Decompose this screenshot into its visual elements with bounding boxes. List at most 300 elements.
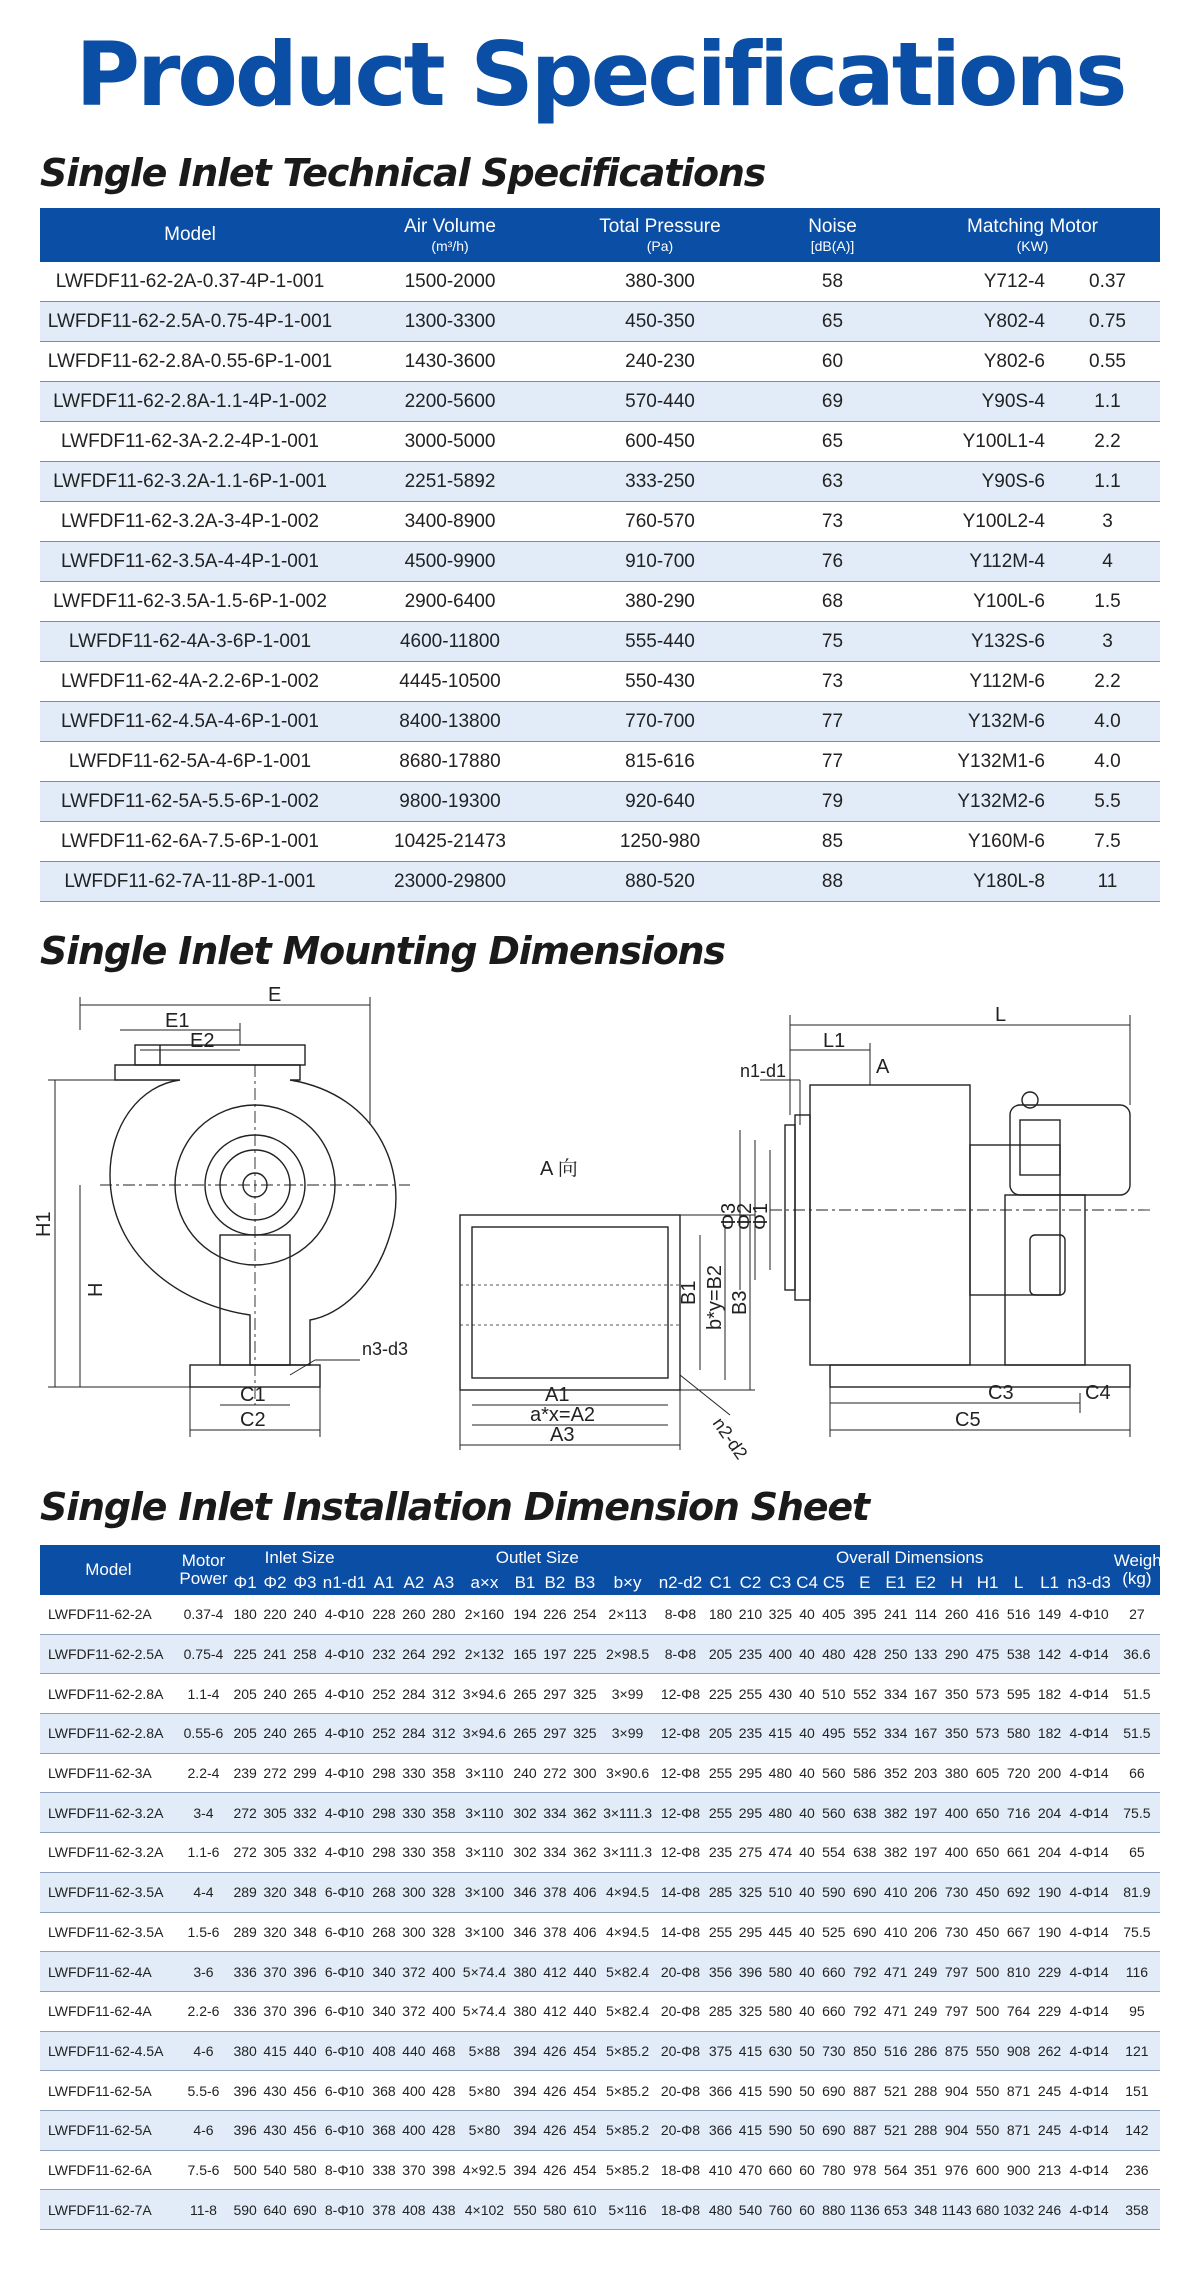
table-cell: 40 [795,1595,819,1634]
table-cell: 372 [399,1991,429,2031]
table-row [40,1674,1160,1714]
table-cell: 410 [881,1872,911,1912]
cell-total-pressure: 555-440 [560,622,760,662]
table-cell: 610 [570,2190,600,2230]
table-cell: 350 [941,1714,973,1754]
cell-total-pressure: 380-300 [560,262,760,302]
table-cell: 5×74.4 [459,1952,510,1992]
table-cell: 871 [1003,2110,1035,2150]
table-cell: 880 [819,2190,849,2230]
cell-kw: 0.37 [1055,262,1160,302]
table-cell: 408 [399,2190,429,2230]
header-sub: E2 [911,1571,941,1595]
table-cell: 3-4 [177,1793,230,1833]
cell-noise: 75 [760,622,905,662]
table-cell: 245 [1035,2110,1065,2150]
header-sub: b×y [600,1571,656,1595]
table-cell: 75.5 [1114,1912,1160,1952]
table-cell: 415 [736,2071,766,2111]
header-model: Model [40,208,340,262]
table-cell: 232 [369,1634,399,1674]
table-cell: 416 [973,1595,1003,1634]
header-sub: B2 [540,1571,570,1595]
table-cell: 638 [849,1793,881,1833]
table-row [40,1595,1160,1634]
table-cell: 336 [230,1991,260,2031]
table-row [40,822,1160,862]
table-cell: 358 [1114,2190,1160,2230]
table-cell: 382 [881,1833,911,1873]
table-row [40,2190,1160,2230]
table-cell: 6-Φ10 [320,1952,369,1992]
table-cell: 305 [260,1833,290,1873]
cell-model: LWFDF11-62-3.5A-4-4P-1-001 [40,542,340,582]
table-cell: 590 [819,1872,849,1912]
table-cell: 3×111.3 [600,1833,656,1873]
table-cell: 554 [819,1833,849,1873]
cell-model: LWFDF11-62-4.5A-4-6P-1-001 [40,702,340,742]
label-A2: a*x=A2 [530,1404,596,1426]
table-cell: 3×94.6 [459,1714,510,1754]
table-cell: 60 [795,2150,819,2190]
table-cell: 12-Φ8 [655,1833,705,1873]
table-cell: 4-Φ14 [1064,1674,1113,1714]
table-cell: 20-Φ8 [655,2110,705,2150]
cell-air-volume: 8400-13800 [340,702,560,742]
page-title: Product Specifications [75,23,1125,126]
table-cell: 260 [399,1595,429,1634]
table-cell: 40 [795,1872,819,1912]
table-cell: 470 [736,2150,766,2190]
table-cell: 370 [399,2150,429,2190]
table-cell: 312 [429,1714,459,1754]
cell-total-pressure: 570-440 [560,382,760,422]
table-cell: 375 [706,2031,736,2071]
table-row [40,1991,1160,2031]
table-cell: 426 [540,2150,570,2190]
table-cell: 3×110 [459,1793,510,1833]
cell-noise: 77 [760,702,905,742]
table-cell: 197 [540,1634,570,1674]
table-cell: 378 [540,1912,570,1952]
header-sub: n1-d1 [320,1571,369,1595]
header-sub: H1 [973,1571,1003,1595]
table-cell: 4-Φ14 [1064,1912,1113,1952]
table-cell: 410 [706,2150,736,2190]
table-cell: 978 [849,2150,881,2190]
table-cell: 325 [765,1595,795,1634]
table-cell: 204 [1035,1833,1065,1873]
table-cell: 20-Φ8 [655,1952,705,1992]
table-cell: 564 [881,2150,911,2190]
table-cell: 426 [540,2110,570,2150]
table-cell: 51.5 [1114,1674,1160,1714]
table-cell: 285 [706,1991,736,2031]
table-cell: 4-Φ10 [320,1595,369,1634]
table-cell: 348 [290,1872,320,1912]
table-cell: 550 [510,2190,540,2230]
header-sub: H [941,1571,973,1595]
table-cell: 400 [399,2110,429,2150]
table-row [40,782,1160,822]
table-cell: 690 [290,2190,320,2230]
label-A3: A3 [550,1424,575,1446]
table-cell: 334 [881,1714,911,1754]
table-cell: 516 [881,2031,911,2071]
table-cell: 396 [290,1952,320,1992]
table-cell: 4-Φ10 [320,1753,369,1793]
table-header-row [40,208,1160,262]
table-cell: 590 [230,2190,260,2230]
table-cell: 205 [230,1714,260,1754]
table-cell: 348 [290,1912,320,1952]
table-cell: 580 [765,1952,795,1992]
table-cell: 650 [973,1833,1003,1873]
cell-model: LWFDF11-62-4.5A [40,2031,177,2071]
table-cell: 40 [795,1912,819,1952]
table-cell: 372 [399,1952,429,1992]
table-cell: 40 [795,1753,819,1793]
table-cell: 1.1-4 [177,1674,230,1714]
table-cell: 226 [540,1595,570,1634]
table-cell: 454 [570,2071,600,2111]
label-C3: C3 [988,1382,1014,1404]
cell-kw: 4.0 [1055,702,1160,742]
table-cell: 334 [881,1674,911,1714]
cell-model: LWFDF11-62-4A [40,1991,177,2031]
table-cell: 415 [260,2031,290,2071]
table-cell: 887 [849,2071,881,2111]
table-cell: 346 [510,1872,540,1912]
table-cell: 264 [399,1634,429,1674]
table-row [40,2150,1160,2190]
table-cell: 295 [736,1912,766,1952]
table-cell: 690 [819,2110,849,2150]
table-cell: 252 [369,1674,399,1714]
table-cell: 190 [1035,1872,1065,1912]
table-cell: 340 [369,1952,399,1992]
table-cell: 325 [570,1714,600,1754]
table-cell: 667 [1003,1912,1035,1952]
table-cell: 40 [795,1991,819,2031]
table-cell: 500 [230,2150,260,2190]
table-cell: 295 [736,1753,766,1793]
table-cell: 580 [765,1991,795,2031]
table-cell: 1032 [1003,2190,1035,2230]
header-noise: Noise [dB(A)] [760,208,905,262]
cell-total-pressure: 240-230 [560,342,760,382]
table-cell: 66 [1114,1753,1160,1793]
table-cell: 254 [570,1595,600,1634]
table-cell: 3×99 [600,1674,656,1714]
header-sub: C4 [795,1571,819,1595]
table-cell: 325 [736,1991,766,2031]
cell-model: LWFDF11-62-2.5A-0.75-4P-1-001 [40,302,340,342]
table-cell: 255 [706,1753,736,1793]
table-cell: 239 [230,1753,260,1793]
installation-dimension-body [40,1595,1160,2230]
label-B3: B3 [729,1290,751,1315]
cell-air-volume: 4500-9900 [340,542,560,582]
label-B1: B1 [678,1280,700,1305]
table-cell: 133 [911,1634,941,1674]
cell-kw: 4.0 [1055,742,1160,782]
cell-motor: Y90S-6 [905,462,1055,502]
table-cell: 265 [510,1674,540,1714]
label-E1: E1 [165,1010,190,1032]
cell-noise: 58 [760,262,905,302]
table-cell: 4-Φ10 [320,1714,369,1754]
table-cell: 590 [765,2071,795,2111]
cell-total-pressure: 880-520 [560,862,760,902]
table-cell: 298 [369,1753,399,1793]
table-cell: 114 [911,1595,941,1634]
cell-air-volume: 2200-5600 [340,382,560,422]
cell-air-volume: 1430-3600 [340,342,560,382]
table-cell: 454 [570,2150,600,2190]
header-sub: Φ3 [290,1571,320,1595]
table-cell: 630 [765,2031,795,2071]
table-cell: 292 [429,1634,459,1674]
table-cell: 5×74.4 [459,1991,510,2031]
table-cell: 500 [973,1952,1003,1992]
table-cell: 396 [230,2071,260,2111]
label-L: L [995,1004,1007,1026]
header-sub: B1 [510,1571,540,1595]
table-cell: 412 [540,1952,570,1992]
cell-model: LWFDF11-62-5A-5.5-6P-1-002 [40,782,340,822]
table-cell: 415 [736,2031,766,2071]
header-sub: L [1003,1571,1035,1595]
label-B2: b*y=B2 [704,1264,726,1330]
cell-noise: 77 [760,742,905,782]
table-cell: 356 [706,1952,736,1992]
table-cell: 350 [941,1674,973,1714]
table-cell: 4-Φ14 [1064,1872,1113,1912]
header-sub: C1 [706,1571,736,1595]
cell-kw: 11 [1055,862,1160,902]
cell-noise: 65 [760,422,905,462]
cell-model: LWFDF11-62-7A [40,2190,177,2230]
table-cell: 480 [765,1753,795,1793]
table-cell: 358 [429,1753,459,1793]
table-cell: 142 [1035,1634,1065,1674]
table-cell: 338 [369,2150,399,2190]
header-sub: n2-d2 [655,1571,705,1595]
table-cell: 450 [973,1912,1003,1952]
table-cell: 810 [1003,1952,1035,1992]
table-cell: 1143 [941,2190,973,2230]
table-cell: 245 [1035,2071,1065,2111]
table-cell: 8-Φ8 [655,1595,705,1634]
table-cell: 235 [736,1714,766,1754]
table-cell: 4-Φ14 [1064,1793,1113,1833]
table-cell: 400 [429,1952,459,1992]
cell-noise: 79 [760,782,905,822]
table-row [40,622,1160,662]
table-cell: 265 [290,1714,320,1754]
table-cell: 302 [510,1793,540,1833]
table-cell: 382 [881,1793,911,1833]
table-cell: 396 [736,1952,766,1992]
table-cell: 260 [941,1595,973,1634]
cell-model: LWFDF11-62-5A [40,2071,177,2111]
table-cell: 272 [260,1753,290,1793]
technical-specs-table [40,208,1160,902]
table-cell: 200 [1035,1753,1065,1793]
table-cell: 440 [290,2031,320,2071]
table-cell: 904 [941,2071,973,2111]
table-cell: 792 [849,1991,881,2031]
table-cell: 780 [819,2150,849,2190]
table-cell: 332 [290,1793,320,1833]
table-cell: 408 [369,2031,399,2071]
table-cell: 792 [849,1952,881,1992]
cell-noise: 60 [760,342,905,382]
header-weight: Weight (kg) [1114,1545,1160,1595]
table-cell: 580 [290,2150,320,2190]
table-cell: 50 [795,2071,819,2111]
table-cell: 204 [1035,1793,1065,1833]
cell-total-pressure: 760-570 [560,502,760,542]
table-cell: 400 [941,1833,973,1873]
table-cell: 285 [706,1872,736,1912]
table-cell: 480 [706,2190,736,2230]
table-cell: 521 [881,2110,911,2150]
table-cell: 521 [881,2071,911,2111]
table-cell: 440 [570,1952,600,1992]
table-cell: 661 [1003,1833,1035,1873]
cell-model: LWFDF11-62-6A [40,2150,177,2190]
table-cell: 475 [973,1634,1003,1674]
cell-motor: Y132S-6 [905,622,1055,662]
table-cell: 65 [1114,1833,1160,1873]
table-cell: 454 [570,2031,600,2071]
table-cell: 8-Φ8 [655,1634,705,1674]
cell-model: LWFDF11-62-4A [40,1952,177,1992]
cell-air-volume: 3000-5000 [340,422,560,462]
table-cell: 182 [1035,1714,1065,1754]
cell-total-pressure: 1250-980 [560,822,760,862]
header-sub: n3-d3 [1064,1571,1113,1595]
table-cell: 40 [795,1634,819,1674]
table-cell: 690 [819,2071,849,2111]
table-cell: 8-Φ10 [320,2190,369,2230]
table-cell: 480 [819,1634,849,1674]
table-cell: 240 [290,1595,320,1634]
table-cell: 3-6 [177,1952,230,1992]
table-cell: 284 [399,1714,429,1754]
table-cell: 394 [510,2071,540,2111]
table-cell: 366 [706,2110,736,2150]
cell-model: LWFDF11-62-2.5A [40,1634,177,1674]
cell-noise: 85 [760,822,905,862]
cell-motor: Y100L2-4 [905,502,1055,542]
cell-motor: Y100L-6 [905,582,1055,622]
table-cell: 368 [369,2110,399,2150]
table-cell: 20-Φ8 [655,1991,705,2031]
cell-model: LWFDF11-62-5A [40,2110,177,2150]
table-cell: 600 [973,2150,1003,2190]
label-n2-d2: n2-d2 [708,1413,752,1464]
table-cell: 300 [570,1753,600,1793]
table-cell: 229 [1035,1991,1065,2031]
table-cell: 5×80 [459,2071,510,2111]
table-row [40,1714,1160,1754]
table-cell: 288 [911,2071,941,2111]
cell-motor: Y132M2-6 [905,782,1055,822]
table-cell: 438 [429,2190,459,2230]
cell-kw: 0.75 [1055,302,1160,342]
cell-kw: 2.2 [1055,422,1160,462]
cell-kw: 7.5 [1055,822,1160,862]
table-cell: 5×85.2 [600,2110,656,2150]
table-cell: 690 [849,1912,881,1952]
table-cell: 4-Φ14 [1064,2190,1113,2230]
table-cell: 6-Φ10 [320,2071,369,2111]
table-cell: 540 [260,2150,290,2190]
table-cell: 4×92.5 [459,2150,510,2190]
cell-motor: Y802-4 [905,302,1055,342]
table-cell: 428 [429,2110,459,2150]
table-cell: 225 [706,1674,736,1714]
cell-air-volume: 8680-17880 [340,742,560,782]
section-title-technical-specs: Single Inlet Technical Specifications [40,151,766,195]
table-cell: 205 [706,1634,736,1674]
table-row [40,1912,1160,1952]
table-cell: 14-Φ8 [655,1912,705,1952]
table-header-row-top [40,1545,1160,1571]
cell-total-pressure: 600-450 [560,422,760,462]
table-cell: 4-Φ14 [1064,2071,1113,2111]
table-cell: 580 [1003,1714,1035,1754]
table-cell: 454 [570,2110,600,2150]
table-cell: 2×98.5 [600,1634,656,1674]
table-row [40,1753,1160,1793]
table-cell: 12-Φ8 [655,1674,705,1714]
table-cell: 378 [540,1872,570,1912]
table-cell: 430 [260,2110,290,2150]
table-cell: 412 [540,1991,570,2031]
cell-motor: Y112M-6 [905,662,1055,702]
table-row [40,2071,1160,2111]
table-cell: 6-Φ10 [320,2031,369,2071]
table-cell: 40 [795,1793,819,1833]
cell-model: LWFDF11-62-3A [40,1753,177,1793]
table-cell: 1.1-6 [177,1833,230,1873]
cell-model: LWFDF11-62-3.5A [40,1872,177,1912]
table-cell: 400 [765,1634,795,1674]
table-cell: 240 [260,1674,290,1714]
table-cell: 3×100 [459,1912,510,1952]
table-cell: 3×100 [459,1872,510,1912]
table-cell: 0.55-6 [177,1714,230,1754]
table-cell: 3×110 [459,1833,510,1873]
cell-motor: Y180L-8 [905,862,1055,902]
cell-air-volume: 1500-2000 [340,262,560,302]
table-cell: 525 [819,1912,849,1952]
table-cell: 595 [1003,1674,1035,1714]
table-cell: 510 [819,1674,849,1714]
cell-noise: 65 [760,302,905,342]
table-cell: 262 [1035,2031,1065,2071]
cell-model: LWFDF11-62-2.8A [40,1714,177,1754]
cell-air-volume: 10425-21473 [340,822,560,862]
cell-noise: 63 [760,462,905,502]
table-row [40,862,1160,902]
table-cell: 875 [941,2031,973,2071]
table-cell: 406 [570,1912,600,1952]
